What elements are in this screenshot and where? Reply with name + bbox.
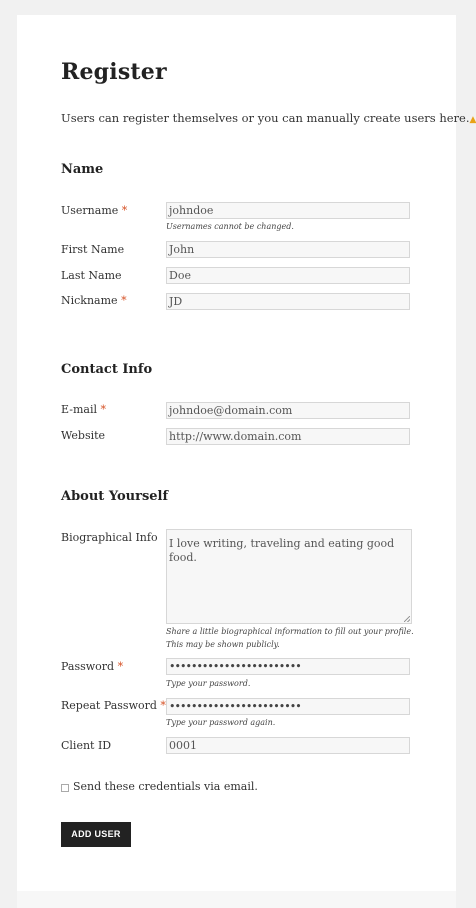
bio-text: I love writing, traveling and eating good food. — [169, 537, 395, 564]
website-input[interactable]: http://www.domain.com — [166, 428, 410, 445]
repeat-password-label: Repeat Password * — [61, 699, 166, 712]
resize-grip-icon[interactable] — [404, 616, 410, 622]
website-label: Website — [61, 429, 106, 442]
bio-help-2: This may be shown publicly. — [166, 640, 280, 649]
first-name-label: First Name — [61, 243, 125, 256]
required-marker: * — [121, 204, 128, 217]
section-name-heading: Name — [61, 162, 104, 177]
password-help: Type your password. — [166, 679, 251, 688]
required-marker: * — [117, 660, 124, 673]
required-marker: * — [160, 699, 166, 712]
nickname-input[interactable]: JD — [166, 293, 410, 310]
username-help: Usernames cannot be changed. — [166, 222, 294, 231]
first-name-input[interactable]: John — [166, 241, 410, 258]
registration-card — [17, 15, 476, 891]
section-contact-heading: Contact Info — [61, 362, 153, 377]
client-id-input[interactable]: 0001 — [166, 737, 410, 754]
page-title: Register — [61, 59, 167, 85]
footer-card — [17, 891, 456, 908]
section-about-heading: About Yourself — [61, 489, 169, 504]
nickname-label: Nickname * — [61, 294, 127, 307]
repeat-password-input[interactable]: •••••••••••••••••••••••• — [166, 698, 410, 715]
send-credentials-checkbox[interactable] — [61, 784, 69, 792]
bio-textarea[interactable] — [166, 529, 412, 624]
email-label: E-mail * — [61, 403, 106, 416]
bio-label: Biographical Info — [61, 531, 158, 544]
username-input[interactable]: johndoe — [166, 202, 410, 219]
send-credentials-label[interactable]: Send these credentials via email. — [73, 780, 258, 793]
add-user-button[interactable]: ADD USER — [61, 822, 131, 847]
required-marker: * — [121, 294, 127, 307]
client-id-label: Client ID — [61, 739, 112, 752]
email-input[interactable]: johndoe@domain.com — [166, 402, 410, 419]
warning-icon: ▲ — [469, 115, 476, 125]
intro-label: Users can register themselves or you can manually create users here. — [61, 111, 470, 125]
password-label: Password * — [61, 660, 124, 673]
password-input[interactable]: •••••••••••••••••••••••• — [166, 658, 410, 675]
last-name-input[interactable]: Doe — [166, 267, 410, 284]
intro-text — [61, 111, 476, 125]
required-marker: * — [100, 403, 106, 416]
last-name-label: Last Name — [61, 269, 122, 282]
username-label: Username * — [61, 204, 128, 217]
bio-help-1: Share a little biographical information to fill out your profile. — [166, 627, 414, 636]
repeat-password-help: Type your password again. — [166, 718, 276, 727]
